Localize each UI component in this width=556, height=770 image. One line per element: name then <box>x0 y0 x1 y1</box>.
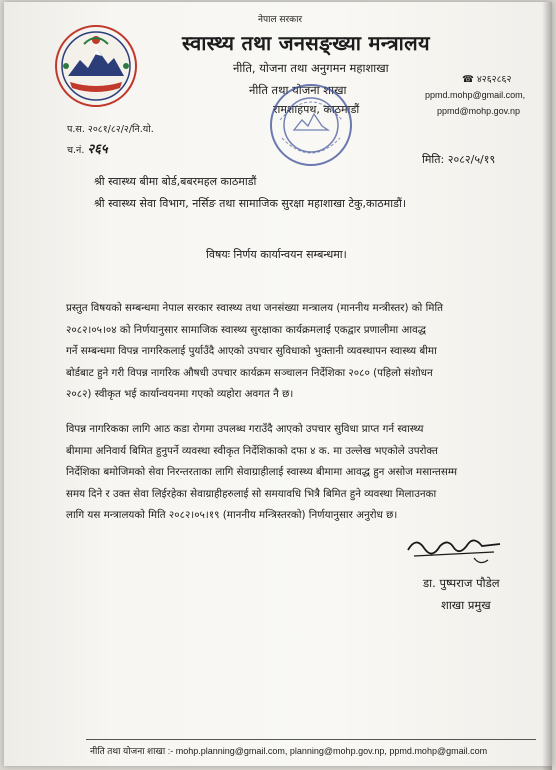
nepal-government-emblem <box>54 24 138 108</box>
paragraph-line: विपन्न नागरिकका लागि आठ कडा रोगमा उपलब्ध गराउँदै आएको उपचार सुविधा प्राप्त गर्न स्वास्थ्य <box>66 423 424 435</box>
dispatch-label: च.नं. <box>67 145 85 156</box>
email-primary[interactable]: ppmd.mohp@gmail.com, <box>425 90 526 100</box>
footer-divider <box>86 739 536 740</box>
paragraph-line: बोर्डबाट हुने गरी विपन्न नागरिक औषधी उपचार कार्यक्रम सञ्चालन निर्देशिका २०८० (पहिलो संशोधन <box>66 366 433 379</box>
phone-number: ☎ ४२६२८६२ <box>462 74 512 85</box>
page-edge-shadow <box>542 2 552 770</box>
office-address: रामशाहपथ, काठमाडौं <box>273 103 360 116</box>
government-label: नेपाल सरकार <box>258 15 303 25</box>
body-paragraph-1 <box>66 298 536 406</box>
paragraph-line: २०८२) स्वीकृत भई कार्यान्वयनमा गएको व्यहोरा अवगत नै छ। <box>66 388 294 400</box>
addressee-line: श्री स्वास्थ्य सेवा विभाग, नर्सिङ तथा सामाजिक सुरक्षा महाशाखा टेकु,काठमाडौं। <box>94 197 407 210</box>
letter-sheet <box>4 2 552 766</box>
paragraph-line: गर्ने सम्बन्धमा विपन्न नागरिकलाई पुर्याउँदै आएको उपचार सुविधाको भुक्तानी व्यवस्थापन स्वास्थ्य बीमा <box>66 345 437 357</box>
section-name: नीति तथा योजना शाखा <box>249 83 347 97</box>
paragraph-line: लागि यस मन्त्रालयको मिति २०८२।०५।१९ (माननीय मन्त्रिस्तरको) निर्णयानुसार अनुरोध छ। <box>66 509 398 521</box>
reference-number: प.स. २०८१/८२/२/नि.यो. <box>67 124 154 135</box>
paragraph-line: २०८२।०५।०४ को निर्णयानुसार सामाजिक स्वास्थ्य सुरक्षाका कार्यक्रमलाई एकद्वार प्रणालीमा आवद्ध <box>66 323 426 336</box>
dispatch-number: २६५ <box>87 142 108 157</box>
addressee-line: श्री स्वास्थ्य बीमा बोर्ड,बबरमहल काठमाडौं <box>94 175 257 188</box>
signatory-name: डा. पुष्पराज पौडेल <box>423 576 500 590</box>
office-seal-stamp <box>266 80 356 170</box>
subject-line: विषयः निर्णय कार्यान्वयन सम्बन्धमा। <box>206 248 347 261</box>
ministry-title: स्वास्थ्य तथा जनसङ्ख्या मन्त्रालय <box>182 31 430 55</box>
paragraph-line: समय दिने र उक्त सेवा लिईरहेका सेवाग्राहीहरुलाई सो समयावधि भित्रै बिमित हुने व्यवस्था मिलाउनका <box>66 487 437 500</box>
paragraph-line: बीमामा अनिवार्य बिमित हुनुपर्ने व्यवस्था स्वीकृत निर्देशिकाको दफा ४ क. मा उल्लेख भएकोले उपरोक्त <box>66 444 438 457</box>
paragraph-line: निर्देशिका बमोजिमको सेवा निरन्तरताका लागि सेवाग्राहीलाई स्वास्थ्य बीमामा आवद्ध हुन असोज मसान्तसम्म <box>66 466 458 478</box>
signatory-title: शाखा प्रमुख <box>441 598 491 612</box>
body-paragraph-2 <box>66 419 536 527</box>
paragraph-line: प्रस्तुत विषयको सम्बन्धमा नेपाल सरकार स्वास्थ्य तथा जनसंख्या मन्त्रालय (माननीय मन्त्रीस्तर) को मिति <box>66 302 443 314</box>
letter-date: मिति: २०८२/५/१९ <box>422 153 496 166</box>
dispatch-number-row <box>67 139 108 157</box>
handwritten-signature <box>404 530 504 568</box>
email-secondary[interactable]: ppmd@mohp.gov.np <box>437 106 521 116</box>
division-name: नीति, योजना तथा अनुगमन महाशाखा <box>233 61 389 75</box>
footer-contact: नीति तथा योजना शाखा :- mohp.planning@gmail.com, planning@mohp.gov.np, ppmd.mohp@gmail.com <box>90 746 488 756</box>
